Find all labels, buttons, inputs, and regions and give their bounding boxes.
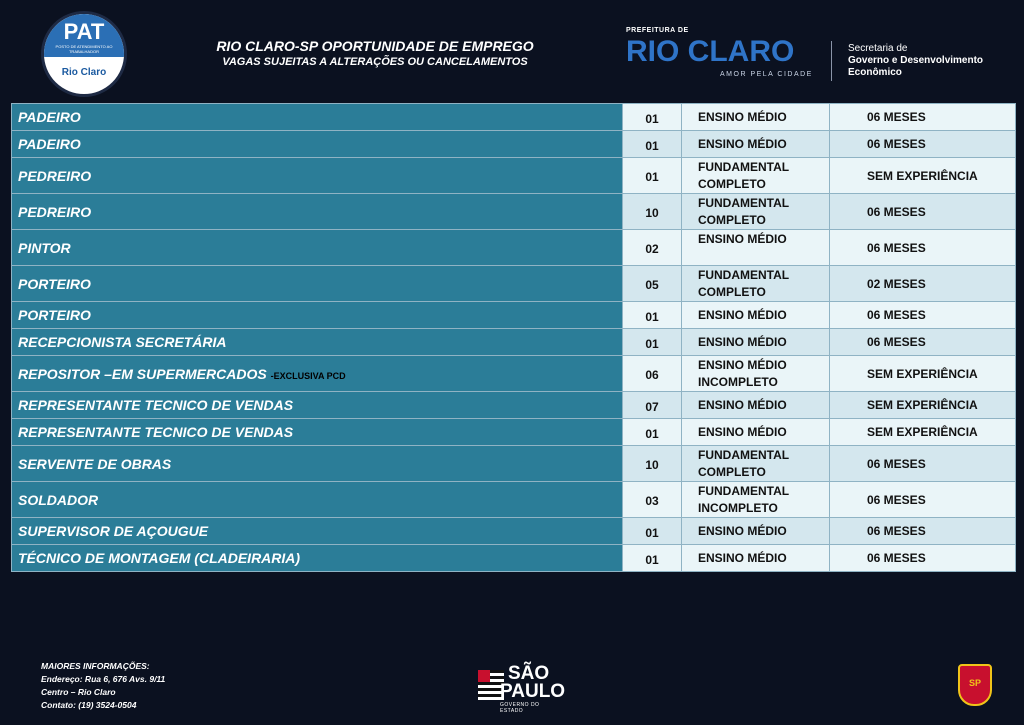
job-title-text: PORTEIRO	[18, 275, 91, 292]
job-title-text: RECEPCIONISTA SECRETÁRIA	[18, 334, 227, 350]
secretaria-line1: Secretaria de	[848, 43, 908, 54]
job-experience: 06 MESES	[830, 482, 1016, 518]
job-title	[12, 446, 623, 482]
job-title-text: PEDREIRO	[18, 203, 92, 220]
job-quantity: 10	[623, 446, 682, 482]
job-education-line: FUNDAMENTAL	[698, 483, 790, 498]
job-experience: 06 MESES	[830, 545, 1016, 572]
job-education	[682, 230, 830, 266]
job-quantity: 01	[623, 158, 682, 194]
job-experience: SEM EXPERIÊNCIA	[830, 419, 1016, 446]
table-row	[12, 518, 1016, 545]
job-education-line: ENSINO MÉDIO	[698, 424, 787, 439]
job-education-line: ENSINO MÉDIO	[698, 136, 787, 151]
table-row	[12, 419, 1016, 446]
job-experience: 06 MESES	[830, 518, 1016, 545]
job-title	[12, 158, 623, 194]
job-education	[682, 158, 830, 194]
job-title-text: PADEIRO	[18, 136, 81, 152]
job-education	[682, 392, 830, 419]
job-education	[682, 482, 830, 518]
sp-coat-of-arms-icon: SP	[958, 664, 992, 706]
job-education-line: ENSINO MÉDIO	[698, 231, 787, 246]
brand-divider	[831, 41, 832, 81]
job-title	[12, 230, 623, 266]
job-quantity: 01	[623, 518, 682, 545]
job-title	[12, 518, 623, 545]
job-education-line: COMPLETO	[698, 176, 766, 191]
job-experience: 06 MESES	[830, 131, 1016, 158]
pat-logo-name: PAT	[63, 19, 105, 44]
page-title	[190, 38, 560, 70]
job-quantity: 01	[623, 131, 682, 158]
table-row	[12, 356, 1016, 392]
job-education-line: FUNDAMENTAL	[698, 159, 790, 174]
prefeitura-logo	[626, 27, 1006, 87]
job-title	[12, 194, 623, 230]
job-title	[12, 266, 623, 302]
job-title-text: TÉCNICO DE MONTAGEM (CLADEIRARIA)	[18, 550, 301, 566]
secretaria-line2: Governo e Desenvolvimento	[848, 55, 984, 66]
job-quantity: 10	[623, 194, 682, 230]
job-title	[12, 545, 623, 572]
secretaria-name	[848, 43, 983, 79]
job-education	[682, 329, 830, 356]
table-row	[12, 329, 1016, 356]
job-education	[682, 131, 830, 158]
job-title-text: SUPERVISOR DE AÇOUGUE	[18, 523, 209, 539]
job-quantity: 05	[623, 266, 682, 302]
job-education	[682, 302, 830, 329]
job-experience: SEM EXPERIÊNCIA	[830, 392, 1016, 419]
job-experience: 06 MESES	[830, 104, 1016, 131]
job-experience: 02 MESES	[830, 266, 1016, 302]
contact-heading: MAIORES INFORMAÇÕES:	[41, 661, 150, 671]
table-row	[12, 392, 1016, 419]
contact-info	[41, 660, 165, 712]
pat-logo-subtitle: POSTO DE ATENDIMENTO AO TRABALHADOR	[55, 44, 113, 54]
job-education-line: INCOMPLETO	[698, 500, 778, 515]
job-education	[682, 104, 830, 131]
job-quantity: 01	[623, 419, 682, 446]
job-quantity: 07	[623, 392, 682, 419]
job-title	[12, 356, 623, 392]
job-quantity: 01	[623, 104, 682, 131]
table-row	[12, 446, 1016, 482]
job-title-text: REPRESENTANTE TECNICO DE VENDAS	[18, 397, 294, 413]
job-education-line: ENSINO MÉDIO	[698, 109, 787, 124]
sp-logo-line2: PAULO	[500, 681, 566, 702]
prefeitura-prefix: PREFEITURA DE	[626, 27, 689, 34]
job-education-line: COMPLETO	[698, 284, 766, 299]
job-education	[682, 446, 830, 482]
job-education	[682, 518, 830, 545]
job-quantity: 06	[623, 356, 682, 392]
job-note: -EXCLUSIVA PCD	[270, 370, 346, 381]
job-title	[12, 302, 623, 329]
contact-address: Endereço: Rua 6, 676 Avs. 9/11	[41, 674, 166, 684]
prefeitura-name: RIO CLARO	[626, 35, 795, 68]
job-education-line: FUNDAMENTAL	[698, 195, 790, 210]
job-title-text: REPRESENTANTE TECNICO DE VENDAS	[18, 424, 294, 440]
table-row	[12, 266, 1016, 302]
table-row	[12, 482, 1016, 518]
sp-logo-line1: SÃO	[508, 663, 550, 684]
job-education-line: ENSINO MÉDIO	[698, 357, 787, 372]
job-experience: 06 MESES	[830, 230, 1016, 266]
job-title-text: SERVENTE DE OBRAS	[18, 455, 172, 472]
job-quantity: 01	[623, 545, 682, 572]
table-row	[12, 230, 1016, 266]
contact-district: Centro – Rio Claro	[41, 687, 116, 697]
job-education	[682, 545, 830, 572]
pat-logo	[41, 11, 127, 97]
job-education	[682, 419, 830, 446]
job-title	[12, 482, 623, 518]
sp-logo-line3: GOVERNO DO ESTADO	[500, 702, 540, 714]
prefeitura-slogan: AMOR PELA CIDADE	[720, 71, 813, 78]
job-education-line: COMPLETO	[698, 464, 766, 479]
job-education-line	[698, 248, 829, 265]
table-row	[12, 131, 1016, 158]
job-title	[12, 131, 623, 158]
jobs-table	[11, 103, 1016, 572]
job-education-line: FUNDAMENTAL	[698, 267, 790, 282]
contact-phone: Contato: (19) 3524-0504	[41, 700, 137, 710]
job-title-text: SOLDADOR	[18, 491, 99, 508]
job-education	[682, 266, 830, 302]
job-education-line: INCOMPLETO	[698, 374, 778, 389]
pat-logo-city: Rio Claro	[61, 67, 107, 79]
sao-paulo-logo	[478, 663, 566, 714]
job-experience: SEM EXPERIÊNCIA	[830, 158, 1016, 194]
table-row	[12, 104, 1016, 131]
job-experience: 06 MESES	[830, 446, 1016, 482]
job-experience: SEM EXPERIÊNCIA	[830, 356, 1016, 392]
job-education-line: COMPLETO	[698, 212, 766, 227]
secretaria-line3: Econômico	[848, 67, 902, 78]
job-quantity: 03	[623, 482, 682, 518]
job-title-text: REPOSITOR –EM SUPERMERCADOS	[18, 365, 267, 382]
job-title	[12, 104, 623, 131]
job-title-text: PORTEIRO	[18, 307, 91, 323]
job-education	[682, 356, 830, 392]
table-row	[12, 302, 1016, 329]
job-education-line: ENSINO MÉDIO	[698, 550, 787, 565]
job-experience: 06 MESES	[830, 329, 1016, 356]
job-education-line: ENSINO MÉDIO	[698, 397, 787, 412]
table-row	[12, 545, 1016, 572]
job-experience: 06 MESES	[830, 194, 1016, 230]
page-subtitle: VAGAS SUJEITAS A ALTERAÇÕES OU CANCELAMENTOS	[222, 56, 528, 68]
table-row	[12, 158, 1016, 194]
job-title-text: PEDREIRO	[18, 167, 92, 184]
job-education-line: FUNDAMENTAL	[698, 447, 790, 462]
job-title	[12, 419, 623, 446]
job-title-text: PADEIRO	[18, 109, 81, 125]
job-quantity: 01	[623, 302, 682, 329]
job-title-text: PINTOR	[18, 239, 71, 256]
table-row	[12, 194, 1016, 230]
job-experience: 06 MESES	[830, 302, 1016, 329]
job-education	[682, 194, 830, 230]
job-education-line: ENSINO MÉDIO	[698, 523, 787, 538]
job-title	[12, 392, 623, 419]
page-title-main: RIO CLARO-SP OPORTUNIDADE DE EMPREGO	[216, 38, 534, 54]
job-title	[12, 329, 623, 356]
job-education-line: ENSINO MÉDIO	[698, 307, 787, 322]
job-quantity: 02	[623, 230, 682, 266]
job-quantity: 01	[623, 329, 682, 356]
job-education-line: ENSINO MÉDIO	[698, 334, 787, 349]
